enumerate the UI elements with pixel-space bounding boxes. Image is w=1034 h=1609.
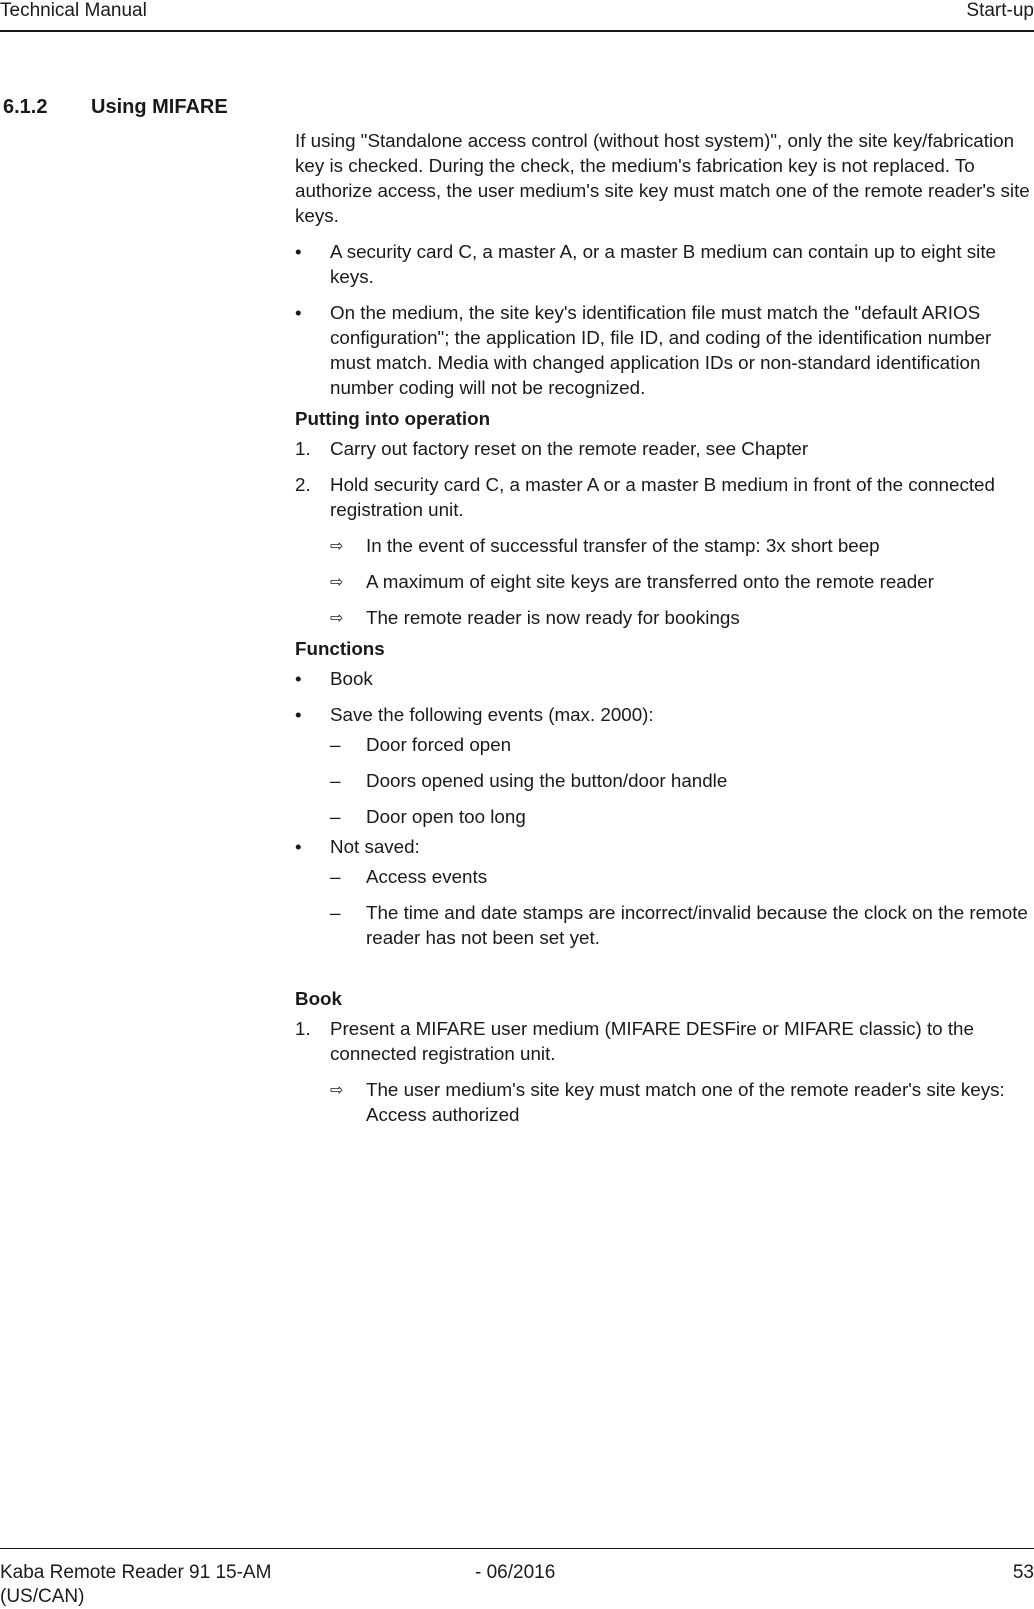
step-text: Hold security card C, a master A or a master B medium in front of the connected registration unit.	[330, 474, 995, 520]
dash-marker: –	[330, 902, 341, 923]
result-item	[295, 569, 1034, 594]
bullet-marker: •	[295, 241, 302, 262]
sub-list-item	[295, 732, 1034, 757]
section-title: Using MIFARE	[91, 96, 228, 118]
sub-list-item-text: Access events	[366, 866, 488, 887]
bullet-marker: •	[295, 668, 302, 689]
sub-list-item-text: Doors opened using the button/door handle	[366, 770, 728, 791]
header-chapter-title: Start-up	[966, 0, 1034, 21]
step-item	[295, 1016, 1034, 1066]
footer-product-name: Kaba Remote Reader 91 15-AM (US/CAN)	[0, 1562, 272, 1607]
list-item-text: A security card C, a master A, or a master B medium can contain up to eight site keys.	[330, 241, 996, 287]
step-number: 1.	[295, 438, 311, 459]
section-heading	[3, 94, 228, 120]
bullet-marker: •	[295, 302, 302, 323]
result-text: The user medium's site key must match one of the remote reader's site keys: Access authorized	[366, 1079, 1005, 1125]
sub-list-item	[295, 900, 1034, 950]
putting-into-operation-heading: Putting into operation	[295, 408, 491, 429]
list-item-text: Save the following events (max. 2000):	[330, 704, 654, 725]
result-arrow-icon: ⇨	[330, 610, 344, 627]
functions-heading: Functions	[295, 638, 385, 659]
result-item	[295, 605, 1034, 630]
sub-list-item	[295, 804, 1034, 829]
step-item	[295, 472, 1034, 522]
result-arrow-icon: ⇨	[330, 574, 344, 591]
dash-marker: –	[330, 734, 341, 755]
sub-list-item	[295, 768, 1034, 793]
step-number: 1.	[295, 1018, 311, 1039]
bullet-marker: •	[295, 704, 302, 725]
page-footer	[0, 1548, 1034, 1609]
spacer	[295, 961, 1034, 986]
sub-list-item-text: Door open too long	[366, 806, 526, 827]
step-text: Carry out factory reset on the remote reader, see Chapter	[330, 438, 809, 459]
section-body	[295, 128, 1034, 1138]
result-text: The remote reader is now ready for bookings	[366, 607, 740, 628]
sub-list-item	[295, 864, 1034, 889]
list-item	[295, 702, 1034, 727]
dash-marker: –	[330, 806, 341, 827]
list-item	[295, 834, 1034, 859]
result-item	[295, 533, 1034, 558]
list-item-text: On the medium, the site key's identification file must match the "default ARIOS configuration"; the application ID, file ID, and coding of the identification number must match. Media with changed application IDs or non-standard identification number coding will not be recognized.	[330, 302, 992, 398]
footer-date: - 06/2016	[475, 1562, 556, 1583]
bullet-marker: •	[295, 836, 302, 857]
result-arrow-icon: ⇨	[330, 538, 344, 555]
step-number: 2.	[295, 474, 311, 495]
page-number: 53	[1012, 1562, 1034, 1583]
page-header	[0, 0, 1034, 32]
intro-paragraph: If using "Standalone access control (without host system)", only the site key/fabrication key is checked. During the check, the medium's fabrication key is not replaced. To authorize access, the user medium's site key must match one of the remote reader's site keys.	[295, 130, 1030, 226]
result-text: A maximum of eight site keys are transferred onto the remote reader	[366, 571, 934, 592]
list-item-text: Not saved:	[330, 836, 420, 857]
header-document-title: Technical Manual	[0, 0, 147, 21]
list-item	[295, 666, 1034, 691]
sub-list-item-text: The time and date stamps are incorrect/invalid because the clock on the remote reader has not been set yet.	[366, 902, 1028, 948]
book-heading: Book	[295, 988, 342, 1009]
list-item	[295, 300, 1034, 400]
dash-marker: –	[330, 866, 341, 887]
result-text: In the event of successful transfer of the stamp: 3x short beep	[366, 535, 880, 556]
result-item	[295, 1077, 1034, 1127]
step-item	[295, 436, 1034, 461]
section-number: 6.1.2	[3, 96, 48, 118]
sub-list-item-text: Door forced open	[366, 734, 512, 755]
list-item-text: Book	[330, 668, 373, 689]
dash-marker: –	[330, 770, 341, 791]
step-text: Present a MIFARE user medium (MIFARE DESFire or MIFARE classic) to the connected registration unit.	[330, 1018, 974, 1064]
list-item	[295, 239, 1034, 289]
result-arrow-icon: ⇨	[330, 1082, 344, 1099]
